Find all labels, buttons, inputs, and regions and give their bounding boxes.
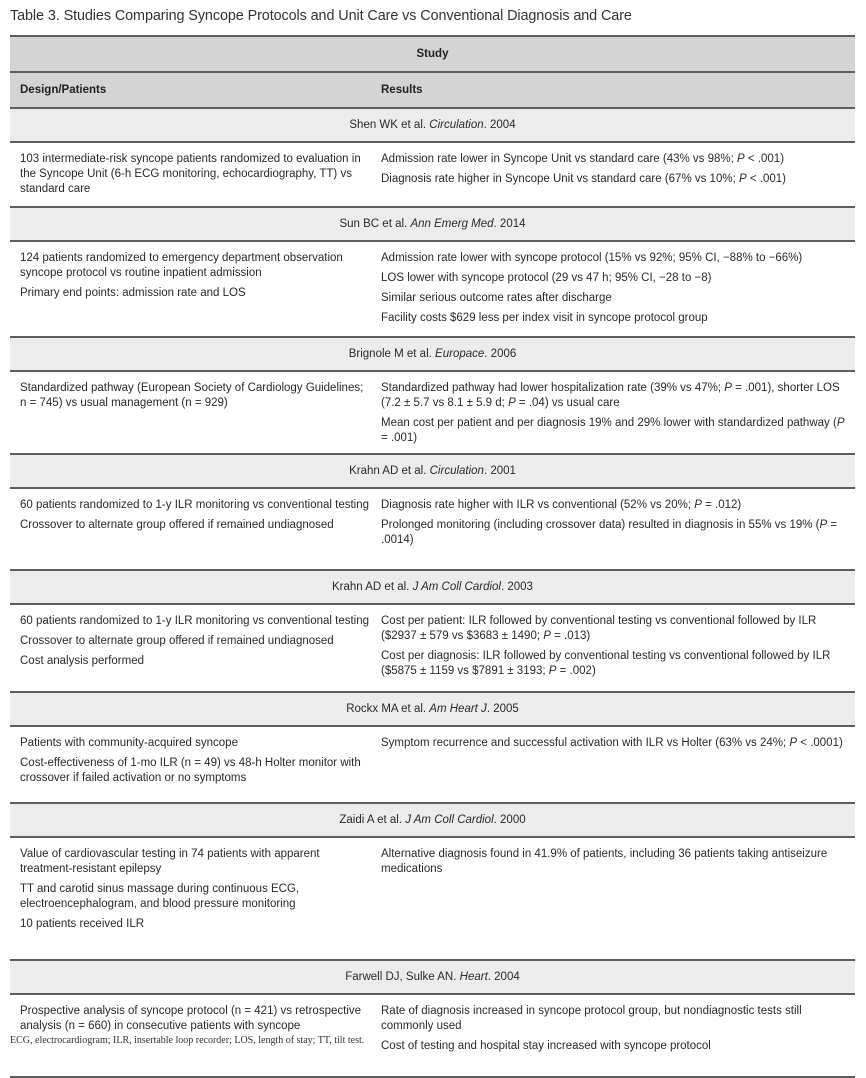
design-item: Cost-effectiveness of 1-mo ILR (n = 49) vs 48-h Holter monitor with crossover if failed activation or no symptoms bbox=[20, 757, 361, 784]
study-journal: Circulation bbox=[429, 465, 484, 477]
design-item: Crossover to alternate group offered if remained undiagnosed bbox=[20, 519, 334, 531]
result-item: Cost per patient: ILR followed by conventional testing vs conventional followed by ILR ($2937 ± 579 vs $3683 ± 1490; P = .013) bbox=[381, 615, 817, 642]
design-item: Crossover to alternate group offered if remained undiagnosed bbox=[20, 635, 334, 647]
study-author: Brignole M et al. bbox=[348, 348, 432, 360]
study-year: . 2006 bbox=[484, 348, 517, 360]
study-journal: Ann Emerg Med bbox=[410, 218, 494, 230]
study-year: . 2000 bbox=[493, 814, 526, 826]
result-item: Similar serious outcome rates after discharge bbox=[381, 292, 612, 304]
result-item: Diagnosis rate higher with ILR vs conventional (52% vs 20%; P = .012) bbox=[381, 499, 742, 511]
study-detail-row bbox=[10, 143, 855, 208]
table-title: Table 3. Studies Comparing Syncope Protocols and Unit Care vs Conventional Diagnosis and Care bbox=[10, 7, 632, 24]
footnote: ECG, electrocardiogram; ILR, insertable loop recorder; LOS, length of stay; TT, tilt test. bbox=[10, 1035, 365, 1046]
results-cell bbox=[381, 498, 846, 553]
results-cell bbox=[381, 1004, 846, 1059]
study-journal: J Am Coll Cardiol bbox=[412, 581, 501, 593]
design-patients-cell bbox=[20, 152, 370, 202]
study-author: Zaidi A et al. bbox=[339, 814, 403, 826]
header-study: Study bbox=[10, 37, 855, 73]
result-item: Prolonged monitoring (including crossover data) resulted in diagnosis in 55% vs 19% (P = .0014) bbox=[381, 519, 838, 546]
study-journal: Heart bbox=[459, 971, 488, 983]
header-design-patients: Design/Patients bbox=[20, 84, 107, 96]
design-item: Patients with community-acquired syncope bbox=[20, 737, 238, 749]
design-item: Standardized pathway (European Society of Cardiology Guidelines; n = 745) vs usual management (n = 929) bbox=[20, 382, 364, 409]
study-citation-row bbox=[10, 208, 855, 242]
result-item: LOS lower with syncope protocol (29 vs 47 h; 95% CI, −28 to −8) bbox=[381, 272, 712, 284]
design-patients-cell bbox=[20, 381, 370, 416]
study-author: Sun BC et al. bbox=[339, 218, 408, 230]
study-year: . 2005 bbox=[486, 703, 519, 715]
design-patients-cell bbox=[20, 736, 370, 791]
study-citation-row bbox=[10, 804, 855, 838]
study-journal: Circulation bbox=[429, 119, 484, 131]
study-author: Farwell DJ, Sulke AN. bbox=[345, 971, 457, 983]
result-item: Cost per diagnosis: ILR followed by conventional testing vs conventional followed by ILR ($5875 ± 1159 vs $7891 ± 3193; P = .002) bbox=[381, 650, 831, 677]
design-patients-cell bbox=[20, 498, 370, 538]
study-citation-row bbox=[10, 455, 855, 489]
result-item: Alternative diagnosis found in 41.9% of patients, including 36 patients taking antiseizure medications bbox=[381, 848, 828, 875]
study-year: . 2001 bbox=[483, 465, 516, 477]
study-detail-row bbox=[10, 372, 855, 455]
study-detail-row bbox=[10, 727, 855, 804]
study-author: Krahn AD et al. bbox=[332, 581, 410, 593]
result-item: Cost of testing and hospital stay increased with syncope protocol bbox=[381, 1040, 711, 1052]
study-author: Rockx MA et al. bbox=[346, 703, 427, 715]
design-item: Cost analysis performed bbox=[20, 655, 144, 667]
study-journal: Europace bbox=[435, 348, 485, 360]
study-citation-row bbox=[10, 693, 855, 727]
results-cell bbox=[381, 736, 846, 756]
design-item: 124 patients randomized to emergency department observation syncope protocol vs routine inpatient admission bbox=[20, 252, 343, 279]
study-citation-row bbox=[10, 338, 855, 372]
design-item: TT and carotid sinus massage during continuous ECG, electroencephalogram, and blood pressure monitoring bbox=[20, 883, 300, 910]
result-item: Facility costs $629 less per index visit in syncope protocol group bbox=[381, 312, 708, 324]
study-detail-row bbox=[10, 489, 855, 571]
study-year: . 2004 bbox=[487, 971, 520, 983]
design-patients-cell bbox=[20, 1004, 370, 1039]
study-citation-row bbox=[10, 109, 855, 143]
result-item: Mean cost per patient and per diagnosis 19% and 29% lower with standardized pathway (P = .001) bbox=[381, 417, 845, 444]
study-journal: Am Heart J bbox=[429, 703, 487, 715]
header-columns bbox=[10, 73, 855, 109]
design-item: 60 patients randomized to 1-y ILR monitoring vs conventional testing bbox=[20, 499, 370, 511]
design-patients-cell bbox=[20, 251, 370, 306]
study-author: Krahn AD et al. bbox=[349, 465, 427, 477]
study-citation-row bbox=[10, 961, 855, 995]
result-item: Admission rate lower in Syncope Unit vs standard care (43% vs 98%; P < .001) bbox=[381, 153, 785, 165]
study-year: . 2004 bbox=[483, 119, 516, 131]
study-detail-row bbox=[10, 605, 855, 693]
design-item: 103 intermediate-risk syncope patients randomized to evaluation in the Syncope Unit (6-h ECG monitoring, echocardiography, TT) vs standard care bbox=[20, 153, 361, 195]
study-citation-row bbox=[10, 571, 855, 605]
result-item: Standardized pathway had lower hospitalization rate (39% vs 47%; P = .001), shorter LOS (7.2 ± 5.7 vs 8.1 ± 5.9 d; P = .04) vs usual care bbox=[381, 382, 840, 409]
design-patients-cell bbox=[20, 614, 370, 674]
study-year: . 2003 bbox=[500, 581, 533, 593]
design-item: Primary end points: admission rate and LOS bbox=[20, 287, 246, 299]
table-body bbox=[10, 109, 855, 1078]
design-item: Prospective analysis of syncope protocol (n = 421) vs retrospective analysis (n = 660) in consecutive patients with syncope bbox=[20, 1005, 362, 1032]
design-item: Value of cardiovascular testing in 74 patients with apparent treatment-resistant epilepsy bbox=[20, 848, 320, 875]
result-item: Symptom recurrence and successful activation with ILR vs Holter (63% vs 24%; P < .0001) bbox=[381, 737, 843, 749]
results-cell bbox=[381, 614, 846, 684]
study-journal: J Am Coll Cardiol bbox=[405, 814, 494, 826]
result-item: Admission rate lower with syncope protocol (15% vs 92%; 95% CI, −88% to −66%) bbox=[381, 252, 803, 264]
study-year: . 2014 bbox=[493, 218, 526, 230]
results-cell bbox=[381, 847, 846, 882]
study-detail-row bbox=[10, 838, 855, 961]
header-results: Results bbox=[381, 84, 423, 96]
results-cell bbox=[381, 251, 846, 331]
studies-table bbox=[10, 35, 855, 1078]
design-item: 60 patients randomized to 1-y ILR monitoring vs conventional testing bbox=[20, 615, 370, 627]
study-author: Shen WK et al. bbox=[349, 119, 427, 131]
result-item: Diagnosis rate higher in Syncope Unit vs standard care (67% vs 10%; P < .001) bbox=[381, 173, 786, 185]
design-item: 10 patients received ILR bbox=[20, 918, 145, 930]
results-cell bbox=[381, 381, 846, 451]
design-patients-cell bbox=[20, 847, 370, 937]
result-item: Rate of diagnosis increased in syncope protocol group, but nondiagnostic tests still commonly used bbox=[381, 1005, 802, 1032]
study-detail-row bbox=[10, 242, 855, 338]
results-cell bbox=[381, 152, 846, 192]
